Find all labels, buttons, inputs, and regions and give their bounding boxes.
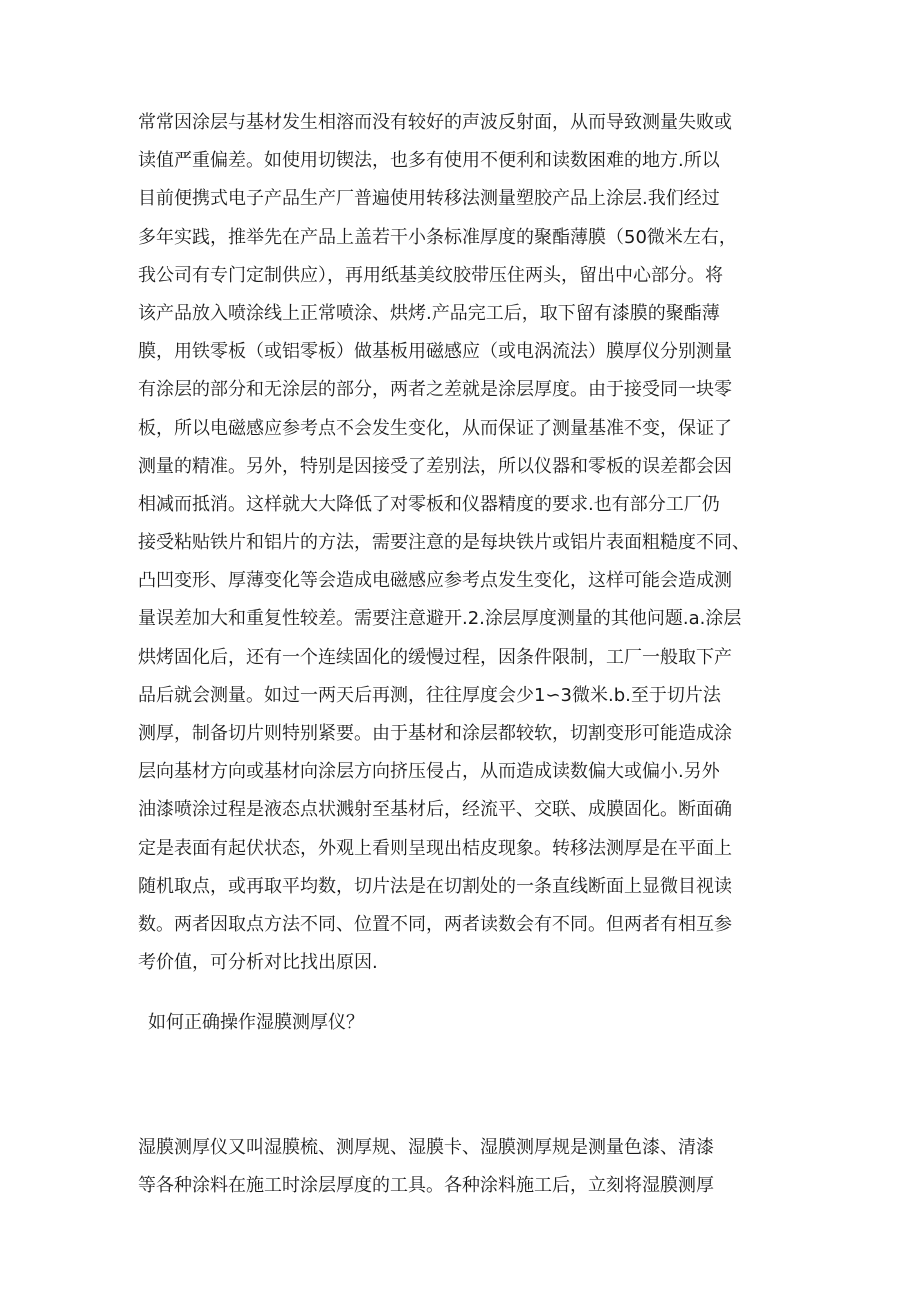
paragraph-line: 板，所以电磁感应参考点不会发生变化，从而保证了测量基准不变，保证了 xyxy=(138,417,732,439)
paragraph-line: 品后就会测量。如过一两天后再测，往往厚度会少1∽3微米.b.至于切片法 xyxy=(138,684,721,706)
paragraph-line: 烘烤固化后，还有一个连续固化的缓慢过程，因条件限制，工厂一般取下产 xyxy=(138,646,732,668)
paragraph-line: 读值严重偏差。如使用切锲法，也多有使用不便利和读数困难的地方.所以 xyxy=(138,150,720,172)
paragraph-line: 常常因涂层与基材发生相溶而没有较好的声波反射面，从而导致测量失败或 xyxy=(138,112,732,133)
paragraph-line: 接受粘贴铁片和铝片的方法，需要注意的是每块铁片或铝片表面粗糙度不同、 xyxy=(138,532,750,554)
paragraph-line: 层向基材方向或基材向涂层方向挤压侵占，从而造成读数偏大或偏小.另外 xyxy=(138,761,720,783)
paragraph-line: 多年实践，推举先在产品上盖若干小条标准厚度的聚酯薄膜（50微米左右， xyxy=(138,226,737,248)
paragraph-line: 考价值，可分析对比找出原因. xyxy=(138,952,378,974)
paragraph-line: 目前便携式电子产品生产厂普遍使用转移法测量塑胶产品上涂层.我们经过 xyxy=(138,188,720,210)
paragraph-line: 我公司有专门定制供应），再用纸基美纹胶带压住两头，留出中心部分。将 xyxy=(138,264,723,286)
paragraph-line: 随机取点，或再取平均数，切片法是在切割处的一条直线断面上显微目视读 xyxy=(138,875,732,897)
paragraph-line: 相减而抵消。这样就大大降低了对零板和仪器精度的要求.也有部分工厂仍 xyxy=(138,493,720,515)
paragraph-line: 该产品放入喷涂线上正常喷涂、烘烤.产品完工后，取下留有漆膜的聚酯薄 xyxy=(138,302,720,324)
section-heading: 如何正确操作湿膜测厚仪？ xyxy=(148,1012,364,1033)
paragraph-line: 湿膜测厚仪又叫湿膜梳、测厚规、湿膜卡、湿膜测厚规是测量色漆、清漆 xyxy=(138,1137,714,1158)
paragraph-line: 膜，用铁零板（或铝零板）做基板用磁感应（或电涡流法）膜厚仪分别测量 xyxy=(138,341,732,363)
paragraph-line: 量误差加大和重复性较差。需要注意避开.2.涂层厚度测量的其他问题.a.涂层 xyxy=(138,608,742,630)
paragraph-line: 数。两者因取点方法不同、位置不同，两者读数会有不同。但两者有相互参 xyxy=(138,913,732,935)
paragraph-line: 油漆喷涂过程是液态点状溅射至基材后，经流平、交联、成膜固化。断面确 xyxy=(138,799,732,821)
paragraph-line: 定是表面有起伏状态，外观上看则呈现出桔皮现象。转移法测厚是在平面上 xyxy=(138,837,732,859)
body-paragraph-transfer-method xyxy=(138,104,798,982)
paragraph-line: 测厚，制备切片则特别紧要。由于基材和涂层都较软，切割变形可能造成涂 xyxy=(138,723,732,744)
paragraph-line: 等各种涂料在施工时涂层厚度的工具。各种涂料施工后，立刻将湿膜测厚 xyxy=(138,1175,714,1197)
paragraph-line: 凸凹变形、厚薄变化等会造成电磁感应参考点发生变化，这样可能会造成测 xyxy=(138,570,732,592)
paragraph-line: 测量的精准。另外，特别是因接受了差别法，所以仪器和零板的误差都会因 xyxy=(138,455,732,477)
body-paragraph-wet-film-gauge xyxy=(138,1129,798,1205)
paragraph-line: 有涂层的部分和无涂层的部分，两者之差就是涂层厚度。由于接受同一块零 xyxy=(138,379,732,401)
